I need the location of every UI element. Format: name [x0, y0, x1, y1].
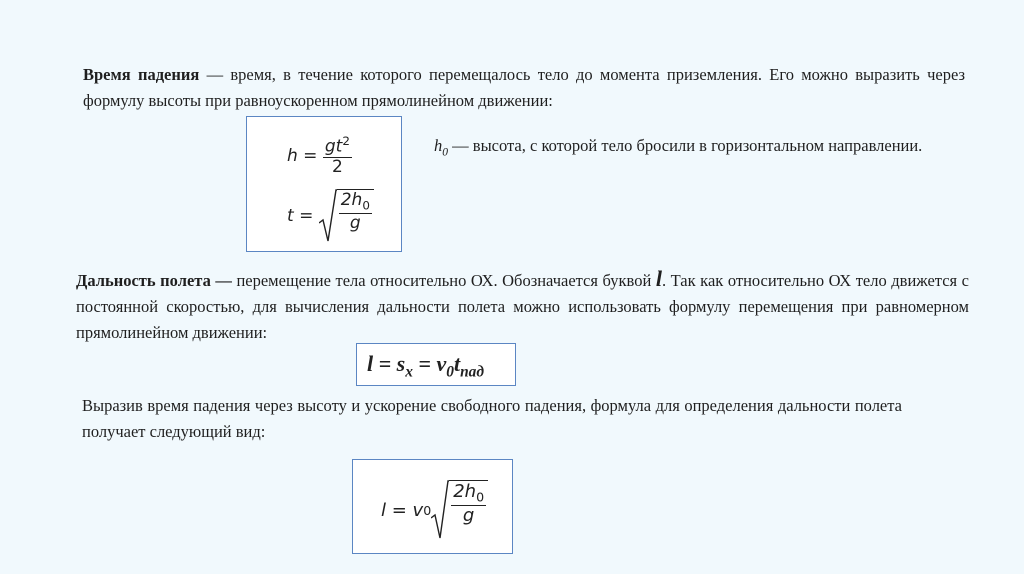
fall-time-definition: — время, в течение которого перемещалось тело до момента приземления. Его можно выразить через формулу высоты при равноускоренном прямолинейном движении:	[83, 65, 965, 110]
final-fraction	[451, 482, 486, 527]
range-t: t	[453, 351, 461, 376]
height-lhs: h =	[287, 146, 318, 167]
paragraph-height-note	[434, 133, 934, 165]
time-numerator: 2h	[340, 190, 363, 210]
range-text-b: . Так как относительно ОХ тело движется с постоянной скоростью, для вычисления дальности полета можно использовать формулу перемещения при равномерном прямолинейном движении:	[76, 271, 969, 342]
range-text-a: перемещение тела относительно ОХ. Обозначается буквой	[231, 271, 656, 290]
paragraph-final-intro	[82, 393, 902, 445]
term-range: Дальность полета —	[76, 271, 232, 290]
formula-height	[287, 135, 352, 178]
time-numerator-sub: 0	[362, 198, 370, 213]
formula-box-range	[356, 343, 516, 386]
final-sqrt	[431, 480, 488, 540]
v0-subscript: 0	[446, 363, 454, 381]
range-v: = v	[412, 351, 447, 376]
paragraph-range	[76, 266, 969, 346]
formula-final-range	[381, 480, 488, 540]
final-lhs: l = v	[381, 499, 424, 521]
term-fall-time: Время падения	[83, 65, 200, 84]
time-lhs: t =	[287, 206, 314, 226]
height-numerator: gt	[324, 136, 343, 157]
formula-box-height-time	[246, 116, 402, 252]
final-denominator: g	[462, 505, 475, 527]
height-exponent: 2	[342, 134, 350, 148]
height-note-text: — высота, с которой тело бросили в горизонтальном направлении.	[448, 136, 923, 155]
sqrt-sign-icon	[319, 189, 337, 243]
formula-time	[287, 189, 374, 243]
paragraph-fall-time	[83, 62, 965, 114]
final-numerator-sub: 0	[476, 489, 485, 505]
final-numerator: 2h	[453, 481, 477, 502]
range-letter: l	[655, 266, 662, 291]
time-sqrt	[319, 189, 374, 243]
formula-box-final	[352, 459, 513, 554]
sx-subscript: x	[405, 363, 413, 381]
formula-range-uniform	[367, 351, 484, 381]
time-denominator: g	[349, 213, 361, 234]
h0-subscript: 0	[442, 146, 449, 159]
height-fraction	[323, 135, 352, 178]
time-fraction	[339, 191, 372, 234]
h0-symbol: h	[434, 136, 443, 155]
final-intro-text: Выразив время падения через высоту и ускорение свободного падения, формула для определения дальности полета получает следующий вид:	[82, 396, 902, 441]
sqrt-sign-icon	[431, 480, 449, 540]
height-denominator: 2	[331, 157, 343, 178]
t-fall-subscript: пад	[460, 363, 484, 381]
final-v0-sub: 0	[423, 502, 432, 518]
range-lhs: l = s	[367, 351, 406, 376]
